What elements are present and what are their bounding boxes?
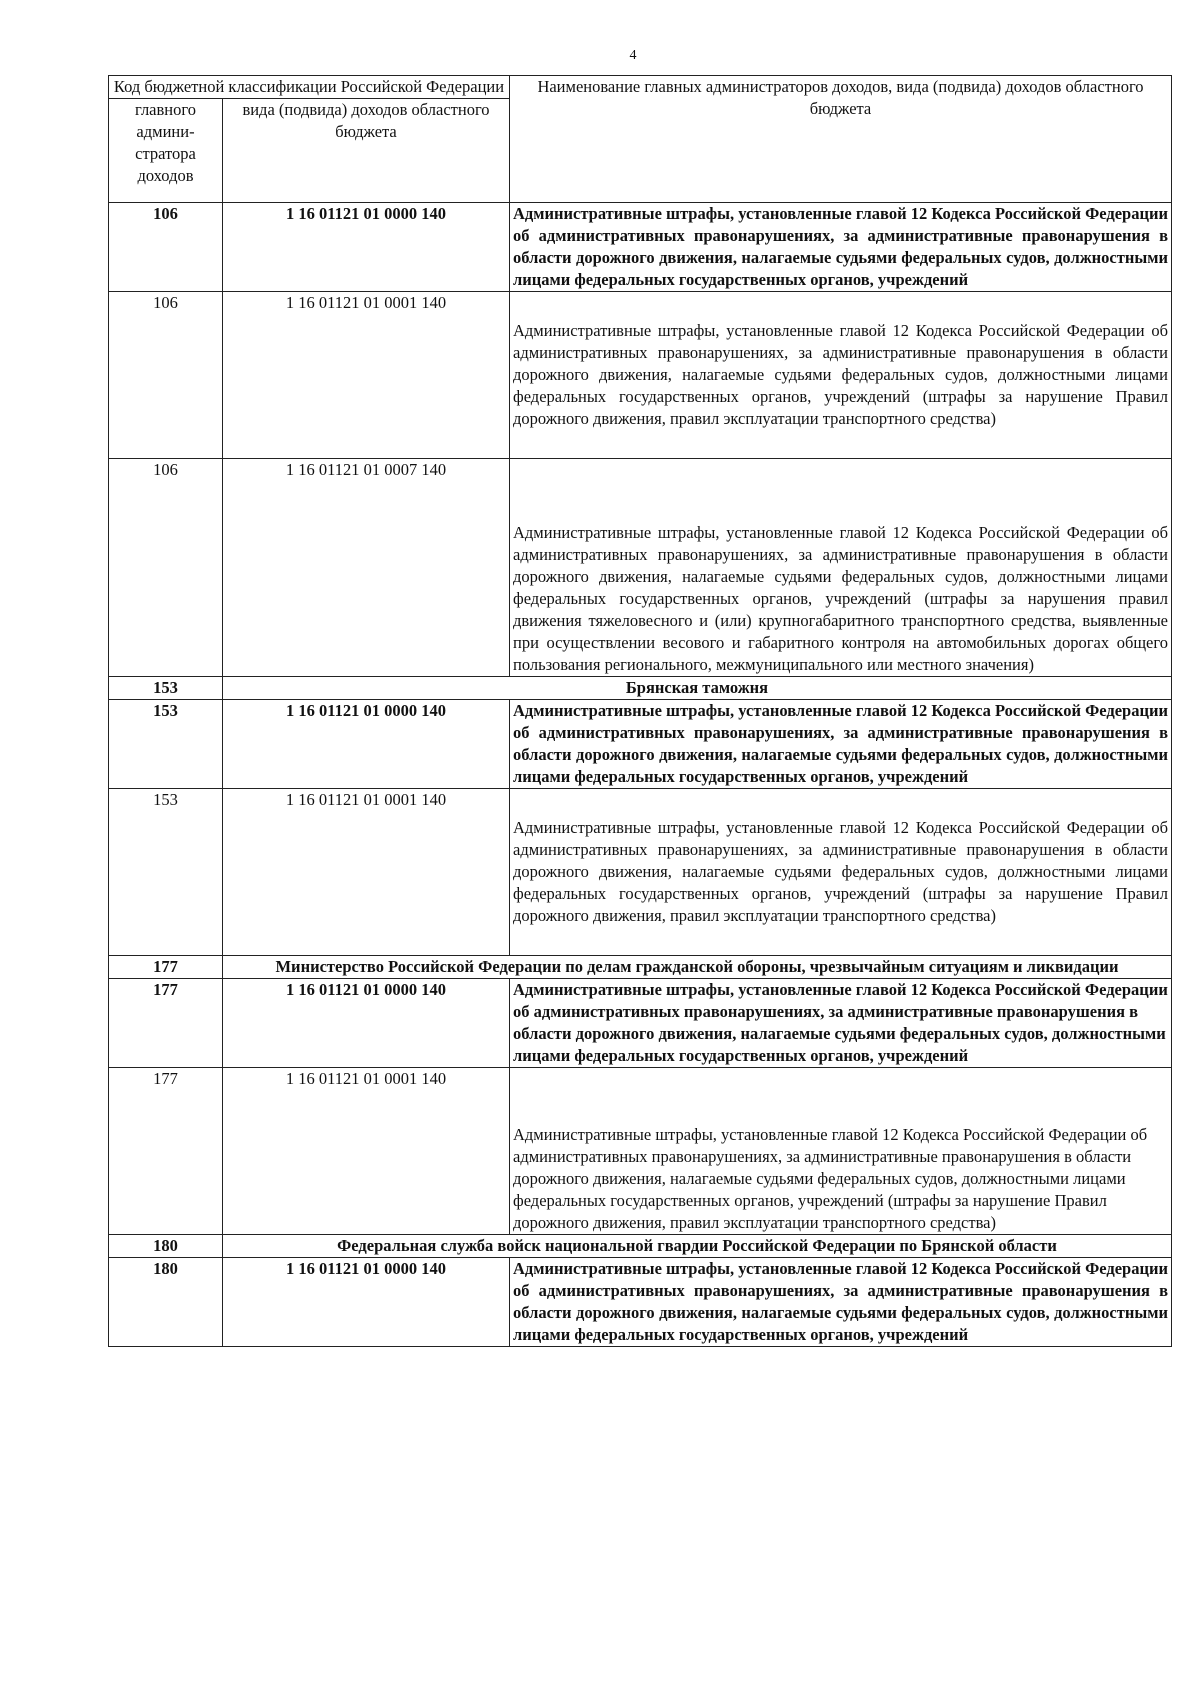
admin-code: 106 bbox=[109, 203, 223, 292]
revenue-name: Административные штрафы, установленные главой 12 Кодекса Российской Федерации об административных правонарушениях, за административные правонарушения в области дорожного движения, налагаемые судьями федеральных судов, должностными лицами федеральных государственных органов, учреждений bbox=[510, 700, 1172, 789]
table-row bbox=[109, 1258, 1172, 1347]
revenue-name: Административные штрафы, установленные главой 12 Кодекса Российской Федерации об административных правонарушениях, за административные правонарушения в области дорожного движения, налагаемые судьями федеральных судов, должностными лицами федеральных государственных органов, учреждений bbox=[510, 1258, 1172, 1347]
revenue-code: 1 16 01121 01 0000 140 bbox=[223, 203, 510, 292]
revenue-name: Административные штрафы, установленные главой 12 Кодекса Российской Федерации об административных правонарушениях, за административные правонарушения в области дорожного движения, налагаемые судьями федеральных судов, должностными лицами федеральных государственных органов, учреждений (штрафы за нарушение Правил дорожного движения, правил эксплуатации транспортного средства) bbox=[510, 1068, 1172, 1235]
section-admin-code: 153 bbox=[109, 677, 223, 700]
admin-code: 106 bbox=[109, 292, 223, 459]
table-row bbox=[109, 789, 1172, 956]
table-row bbox=[109, 292, 1172, 459]
revenue-code: 1 16 01121 01 0000 140 bbox=[223, 979, 510, 1068]
revenue-code: 1 16 01121 01 0007 140 bbox=[223, 459, 510, 677]
admin-code: 177 bbox=[109, 979, 223, 1068]
revenue-name: Административные штрафы, установленные главой 12 Кодекса Российской Федерации об административных правонарушениях, за административные правонарушения в области дорожного движения, налагаемые судьями федеральных судов, должностными лицами федеральных государственных органов, учреждений bbox=[510, 203, 1172, 292]
revenue-code: 1 16 01121 01 0001 140 bbox=[223, 1068, 510, 1235]
section-title: Брянская таможня bbox=[223, 677, 1172, 700]
revenue-code: 1 16 01121 01 0001 140 bbox=[223, 789, 510, 956]
admin-code: 153 bbox=[109, 700, 223, 789]
admin-code: 180 bbox=[109, 1258, 223, 1347]
table-row bbox=[109, 700, 1172, 789]
revenue-name: Административные штрафы, установленные главой 12 Кодекса Российской Федерации об административных правонарушениях, за административные правонарушения в области дорожного движения, налагаемые судьями федеральных судов, должностными лицами федеральных государственных органов, учреждений (штрафы за нарушение Правил дорожного движения, правил эксплуатации транспортного средства) bbox=[510, 789, 1172, 956]
admin-code: 153 bbox=[109, 789, 223, 956]
revenue-name: Административные штрафы, установленные главой 12 Кодекса Российской Федерации об административных правонарушениях, за административные правонарушения в области дорожного движения, налагаемые судьями федеральных судов, должностными лицами федеральных государственных органов, учреждений (штрафы за нарушение Правил дорожного движения, правил эксплуатации транспортного средства) bbox=[510, 292, 1172, 459]
section-row bbox=[109, 956, 1172, 979]
table-row bbox=[109, 979, 1172, 1068]
table-row bbox=[109, 203, 1172, 292]
section-row bbox=[109, 677, 1172, 700]
section-admin-code: 177 bbox=[109, 956, 223, 979]
page-number: 4 bbox=[629, 48, 637, 63]
admin-code: 106 bbox=[109, 459, 223, 677]
header-col-name: Наименование главных администраторов доходов, вида (подвида) доходов областного бюджета bbox=[510, 76, 1172, 203]
table-row bbox=[109, 1068, 1172, 1235]
header-col-admin: главного админи-стратора доходов bbox=[109, 99, 223, 203]
header-group-title: Код бюджетной классификации Российской Федерации bbox=[109, 76, 510, 99]
section-title: Федеральная служба войск национальной гвардии Российской Федерации по Брянской области bbox=[223, 1235, 1172, 1258]
section-title: Министерство Российской Федерации по делам гражданской обороны, чрезвычайным ситуациям и ликвидации bbox=[223, 956, 1172, 979]
budget-classification-table bbox=[108, 75, 1172, 1347]
section-row bbox=[109, 1235, 1172, 1258]
admin-code: 177 bbox=[109, 1068, 223, 1235]
revenue-name: Административные штрафы, установленные главой 12 Кодекса Российской Федерации об административных правонарушениях, за административные правонарушения в области дорожного движения, налагаемые судьями федеральных судов, должностными лицами федеральных государственных органов, учреждений (штрафы за нарушения правил движения тяжеловесного и (или) крупногабаритного транспортного средства, выявленные при осуществлении весового и габаритного контроля на автомобильных дорогах общего пользования регионального, межмуниципального или местного значения) bbox=[510, 459, 1172, 677]
revenue-code: 1 16 01121 01 0000 140 bbox=[223, 1258, 510, 1347]
table-row bbox=[109, 459, 1172, 677]
section-admin-code: 180 bbox=[109, 1235, 223, 1258]
revenue-name: Административные штрафы, установленные главой 12 Кодекса Российской Федерации об административных правонарушениях, за административные правонарушения в области дорожного движения, налагаемые судьями федеральных судов, должностными лицами федеральных государственных органов, учреждений bbox=[510, 979, 1172, 1068]
revenue-code: 1 16 01121 01 0001 140 bbox=[223, 292, 510, 459]
header-col-type: вида (подвида) доходов областного бюджета bbox=[223, 99, 510, 203]
revenue-code: 1 16 01121 01 0000 140 bbox=[223, 700, 510, 789]
